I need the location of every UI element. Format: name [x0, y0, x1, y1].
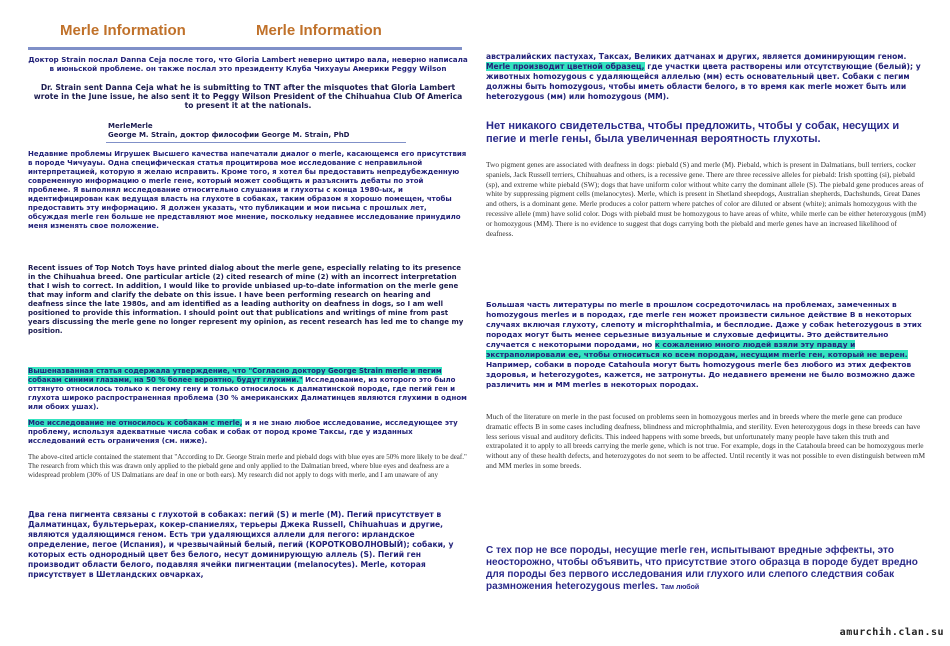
- highlight-merle-pattern: Merle производит цветной образец,: [486, 62, 645, 71]
- right-english-1: Two pigment genes are associated with deafness in dogs: piebald (S) and merle (M). Piebald, which is present in Dalmatians, bull terriers, cocker spaniels, Jack Russell terriers, Chihuahuas and others, is a recessive gene. There are three recessive alleles for piebald: Irish spotting (si), piebald (sp), and extreme white piebald (SW); dogs that have uniform color without white carry the dominant allele (S). The piebald gene produces areas of white by suppressing pigment cells (melanocytes). Merle, which is present in Shetland sheepdogs, Australian shepherds, Dachshunds, Great Danes and others, is a dominant gene. Merle produces a color pattern where patches of color are diluted or absent (white); animals homozygous with the recessive allele (mm) have solid color. Dogs with piebald must be homozygous to have areas of white, while merle can be either heterozygous (mM) or homozygous (MM). There is no evidence to suggest that dogs carrying both the piebald and merle genes have an increased likelihood of deafness.: [486, 160, 926, 238]
- right-conclusion-tail: Там любой: [660, 584, 700, 591]
- paragraph-2-english: The above-cited article contained the statement that "According to Dr. George Strain merle and piebald dogs with blue eyes are 50% more likely to be deaf." The research from which this was drawn only applied to the piebald gene and only applied to the Dalmatian breed, where blue eyes and deafness are a widespread problem (30% of US Dalmatians are deaf in one or both ears). My research did not apply to dogs with merle, and I am unaware of any: [28, 453, 467, 479]
- right-top-block: [486, 52, 926, 118]
- byline-line-1: MerleMerle: [108, 122, 153, 130]
- right-russian-2: [486, 300, 926, 400]
- left-column: [28, 0, 468, 610]
- highlight-extrapolated: к сожалению много людей взяли эту правду и экстраполировали ее, чтобы относиться ко всем породам, несущим merle ген, который не верен.: [486, 340, 908, 359]
- right-top-text: австралийских пастухах, Таксах, Великих датчанах и других, является доминирующим геном.: [486, 52, 907, 61]
- right-conclusion-text: С тех пор не все породы, несущие merle ген, испытывают вредные эффекты, это неосторожно, чтобы объявить, что присутствие этого образца в породе будет вредно для породы без первого исследования или глухого или слепого следствия собак размножения heterozygous merles.: [486, 545, 918, 592]
- paragraph-2-block: [28, 367, 468, 419]
- intro-english: Dr. Strain sent Danna Ceja what he is submitting to TNT after the misquotes that Gloria Lambert wrote in the June issue, he also sent it to Peggy Wilson President of the Chihuahua Club Of America to present it at the nationals.: [33, 83, 463, 110]
- header-title-right: Merle Information: [256, 22, 382, 39]
- highlight-quote: Вышеназванная статья содержала утверждение, что "Согласно доктору George Strain merle и пегим собакам синими глазами, на 50 % более вероятно, будут глухими.": [28, 367, 442, 384]
- site-watermark: amurchih.clan.su: [839, 627, 944, 638]
- right-conclusion-block: [486, 545, 926, 603]
- right-top-text-2: где участки цвета растворены или отсутствующие (белый); у животных homozygous с удаляющейся аллелью (мм) есть основательный цвет. Собаки с пегим должны быть homozygous, чтобы иметь области белого, в то время как merle может быть или heterozygous (мм) или homozygous (MM).: [486, 62, 921, 101]
- highlight-my-research: Мое исследование не относилось к собакам с merle,: [28, 419, 243, 427]
- right-english-2: Much of the literature on merle in the past focused on problems seen in homozygous merles and in breeds where the merle gene can produce dramatic effects B in some cases including deafness, blindness and microphthalmia, and sterility. Even heterozygous dogs in these breeds can have less serious visual and auditory deficits. This indeed happens with some breeds, but unfortunately many people have taken this truth and extrapolated it to apply to all breeds carrying the merle gene, which is not true. For example, dogs in the Catahoula breed can be homozygous merle without any of these health defects, and heterozygotes do not seem to be affected. Until recently it was not possible to even distinguish between mM and MM merles in some breeds.: [486, 412, 926, 470]
- byline-line-2: George M. Strain, доктор философии George M. Strain, PhD: [108, 131, 350, 139]
- paragraph-1-english: Recent issues of Top Notch Toys have printed dialog about the merle gene, especially relating to its presence in the Chihuahua breed. One particular article (2) cited research of mine (2) with an incorrect interpretation that I wish to correct. In addition, I would like to provide unbiased up-to-date information on the merle gene that may inform and clarify the debate on this issue. I have been performing research on hearing and deafness since the late 1980s, and am identified as a leading authority on deafness in dogs, so I am well positioned to provide this information. I should point out that publications and writings of mine from past years discussing the merle gene no longer represent my opinion, as recent research has led me to change my position.: [28, 264, 464, 335]
- paragraph-3-russian: Два гена пигмента связаны с глухотой в собаках: пегий (S) и merle (M). Пегий присутствует в Далматинцах, бультерьерах, кокер-спаниелях, терьеры Джека Russell, Chihuahuas и другие, являются удаляющимся геном. Есть три удаляющихся аллели для пегого: ирландское определение, пегое (Испания), и чрезвычайный белый, пегий (КОРОТКОВОЛНОВЫЙ); собаки, у которых есть однородный цвет без белого, несут доминирующую аллель (S). Пегий ген производит области белого, подавляя ячейки пигментации (melanocytes). Merle, которая присутствует в Шетландских овчарках,: [28, 510, 454, 579]
- header-title-left: Merle Information: [60, 22, 186, 39]
- byline-divider: [106, 142, 406, 143]
- right-no-evidence-heading: Нет никакого свидетельства, чтобы предложить, чтобы у собак, несущих и пегие и merle гены, была увеличенная вероятность глухоты.: [486, 120, 900, 145]
- paragraph-2-text: Исследование, из которого это было оттянуто относилось только к пегому гену и только относилось к далматинской породе, где пегий ген и глухота широко распространенная проблема (30 % американских Далматинцев являются глухими в одном или обоих ушах).: [28, 376, 467, 411]
- paragraph-2-tail: и я не знаю любое исследование, исследующее эту проблему, используя адекватные числа собак и собак от пород кроме Таксы, где у изданных исследований есть ограничения (см. ниже).: [28, 419, 458, 445]
- paragraph-2-continued: [28, 419, 468, 453]
- right-column: [486, 0, 926, 610]
- right-russian-2-text: Большая часть литературы по merle в прошлом сосредоточилась на проблемах, замеченных в homozygous merles и в породах, где merle ген может произвести сильное действие В в некоторых случаях включая глухоту, слепоту и microphthalmia, и бесплодие. Даже у собак heterozygous в этих породах могут быть менее серьезные визуальные и слуховые дефициты. Это действительно случается с некоторыми породами, но: [486, 300, 922, 349]
- paragraph-1-russian: Недавние проблемы Игрушек Высшего качества напечатали диалог о merle, касающемся его присутствия в породе Чичуауы. Одна специфическая статья процитирова мое исследование с неправильной интерпретацией, которую я желаю исправить. Кроме того, я хотел бы предоставить непредубежденную современную информацию о merle гене, который может сообщить и разъяснить дебаты по этой проблеме. Я выполнял исследование относительно слушания и глухоты с конца 1980-ых, и идентифицирован как ведущая власть на глухоте в собаках, таким образом я хорошо помещен, чтобы предоставить эту информацию. Я должен указать, что публикации и мои письма с прошлых лет, обсуждая merle ген больше не представляют мое мнение, поскольку недавнее исследование принудило меня изменять свое положение.: [28, 150, 467, 230]
- intro-russian: Доктор Strain послал Danna Ceja после того, что Gloria Lambert неверно цитиро вала, неверно написала в июньской проблеме. он также послал это президенту Клуба Чихуауы Америки Peggy Wilson: [28, 55, 468, 73]
- right-russian-2-tail: Например, собаки в породе Catahoula могут быть homozygous merle без любого из этих дефектов здоровья, и heterozygotes, кажется, не затронуты. До недавнего времени не было возможно даже различить мм и MM merles в некоторых породах.: [486, 360, 916, 389]
